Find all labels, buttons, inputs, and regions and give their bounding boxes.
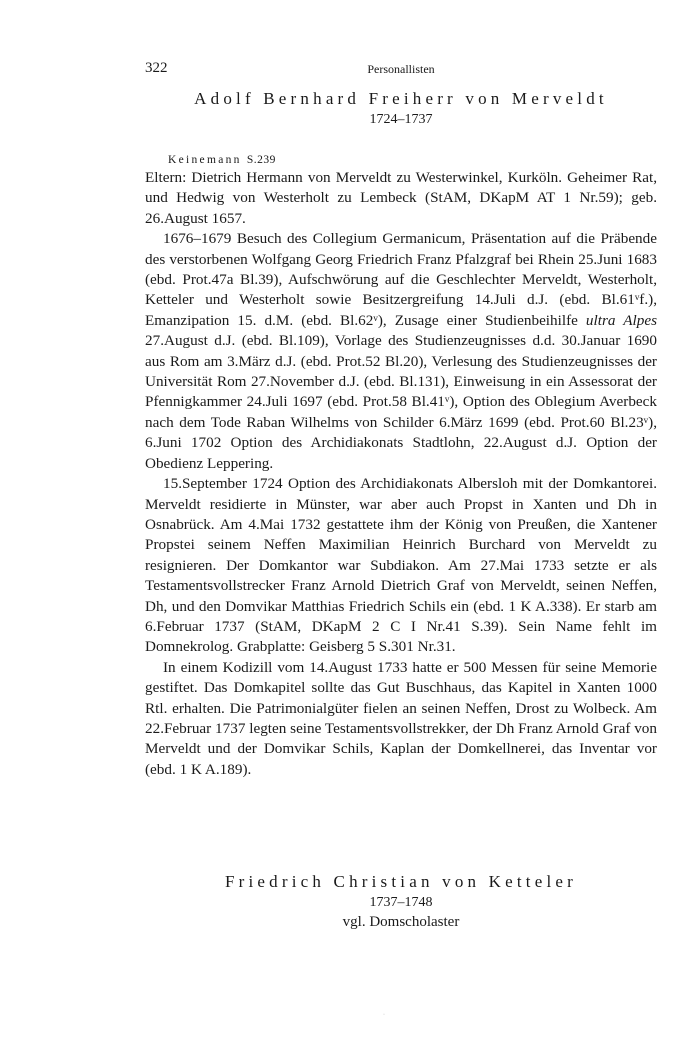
entry-body-merveldt: [145, 152, 657, 780]
page-number: 322: [145, 60, 168, 76]
source-page: S.239: [246, 154, 276, 166]
paragraph-career: 1676–1679 Besuch des Collegium Germanicum, Präsentation auf die Präbende des verstorbenen Wolfgang Georg Friedrich Franz Pfalzgraf bei Rhein 25.Juni 1683 (ebd. Prot.47a Bl.39), Aufschwörung auf die Geschlechter Merveldt, Westerholt, Ketteler und Westerholt sowie Besitzergreifung 14.Juli d.J. (ebd. Bl.61ᵛf.), Emanzipation 15. d.M. (ebd. Bl.62ᵛ), Zusage einer Studienbeihilfe ultra Alpes 27.August d.J. (ebd. Bl.109), Vorlage des Studienzeugnisses d.d. 30.Januar 1690 aus Rom am 3.März d.J. (ebd. Prot.52 Bl.20), Verlesung des Studienzeugnisses der Universität Rom 27.November d.J. (ebd. Bl.131), Einweisung in ein Assessorat der Pfennigkammer 24.Juli 1697 (ebd. Prot.58 Bl.41ᵛ), Option des Oblegium Averbeck nach dem Tode Raban Wilhelms von Schilder 6.März 1699 (ebd. Prot.60 Bl.23ᵛ), 6.Juni 1702 Option des Archidiakonats Stadtlohn, 22.August d.J. Option der Obedienz Leppering.: [145, 230, 657, 472]
entry-years: 1737–1748: [369, 895, 433, 910]
latin-phrase: ultra Alpes: [585, 311, 657, 329]
source-reference: [168, 152, 657, 168]
page-speck: ·: [383, 1012, 385, 1018]
entry-name: Friedrich Christian von Ketteler: [224, 872, 578, 891]
entry-cross-reference: vgl. Domscholaster: [342, 914, 460, 930]
entry-heading-merveldt: [145, 89, 657, 129]
entry-years: 1724–1737: [369, 112, 433, 127]
running-title: Personallisten: [367, 62, 435, 76]
entry-name: Adolf Bernhard Freiherr von Merveldt: [194, 89, 608, 108]
entry-heading-ketteler: [145, 872, 657, 932]
running-head: [145, 60, 657, 80]
paragraph-kantorei: 15.September 1724 Option des Archidiakonats Albersloh mit der Domkantorei. Merveldt residierte in Münster, war aber auch Propst in Xanten und Dh in Osnabrück. Am 4.Mai 1732 gestattete ihm der König von Preußen, die Xantener Propstei seinem Neffen Maximilian Heinrich Burchard von Merveldt zu resignieren. Der Domkantor war Subdiakon. Am 27.Mai 1733 setzte er als Testamentsvollstrecker Franz Arnold Dietrich Graf von Merveldt, seinen Neffen, Dh, und den Domvikar Matthias Friedrich Schils ein (ebd. 1 K A.338). Er starb am 6.Februar 1737 (StAM, DKapM 2 C I Nr.41 S.39). Sein Name fehlt im Domnekrolog. Grabplatte: Geisberg 5 S.301 Nr.31.: [145, 475, 657, 656]
paragraph-kodizill: In einem Kodizill vom 14.August 1733 hatte er 500 Messen für seine Memorie gestiftet. Das Domkapitel sollte das Gut Buschhaus, das Kapitel in Xanten 1000 Rtl. erhalten. Die Patrimonialgüter fielen an seinen Neffen, Drost zu Wolbeck. Am 22.Februar 1737 legten seine Testamentsvollstrekker, der Dh Franz Arnold Graf von Merveldt und der Domvikar Schils, Kaplan der Domkellnerei, das Inventar vor (ebd. 1 K A.189).: [145, 658, 657, 778]
paragraph-parents: Eltern: Dietrich Hermann von Merveldt zu Westerwinkel, Kurköln. Geheimer Rat, und Hedwig von Westerholt zu Lembeck (StAM, DKapM AT 1 Nr.59); geb. 26.August 1657.: [145, 169, 657, 227]
source-author: Keinemann: [168, 154, 242, 166]
